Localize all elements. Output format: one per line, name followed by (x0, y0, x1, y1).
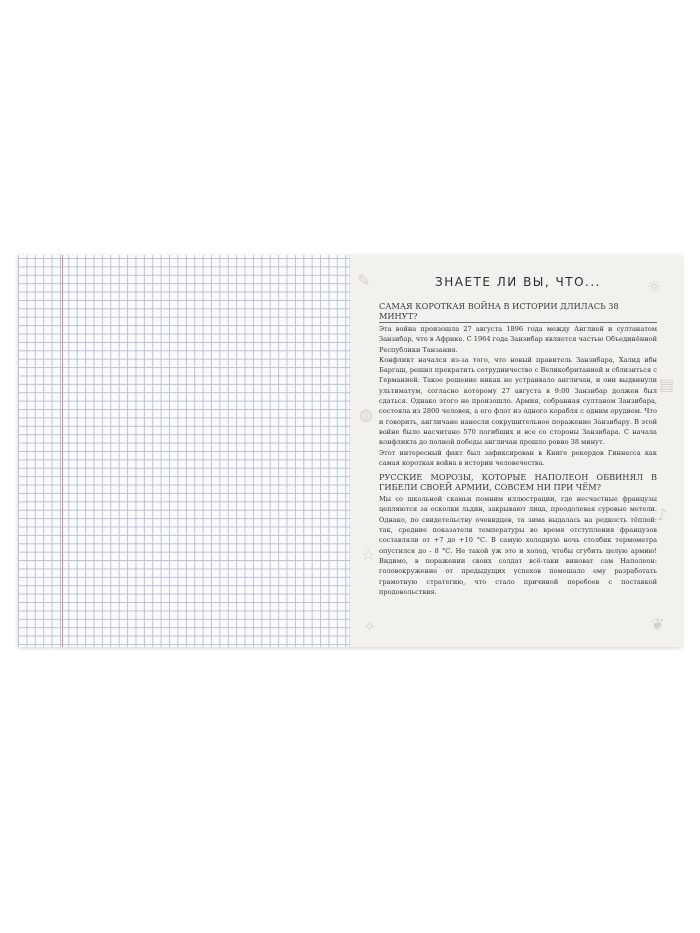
margin-line (62, 255, 63, 647)
paragraph: Эта война произошла 27 августа 1896 года между Англией и султанатом Занзибар, что в Африке. С 1964 года Занзибар является частью Объединённой Республики Танзания. (379, 325, 657, 354)
section-title: РУССКИЕ МОРОЗЫ, КОТОРЫЕ НАПОЛЕОН ОБВИНЯЛ В ГИБЕЛИ СВОЕЙ АРМИИ, СОВСЕМ НИ ПРИ ЧЁМ? (379, 472, 657, 493)
leaf-icon: ❦ (651, 615, 665, 634)
article (379, 275, 657, 597)
info-page (351, 255, 682, 647)
lightbulb-icon: ☼ (647, 277, 662, 296)
music-icon: ♪ (657, 505, 668, 524)
notebook-spread (18, 255, 682, 647)
globe-icon: ◍ (359, 405, 373, 424)
paragraph: Конфликт начался из-за того, что новый правитель Занзибара, Халид ибн Баргаш, решил прекратить сотрудничество с Великобританией и сблизиться с Германией. Такое решение никак не устраивало англичан, и они выдвинули ультиматум, согласно которому 27 августа в 9:00 Занзибар должен был сдаться. Однако этого не произошло. Армия, собранная султаном Занзибара, состояла из 2800 человек, а его флот из одного корабля с одним орудием. Что и говорить, англичане нанесли сокрушительное поражение Занзибару. В этой войне было насчитано 570 погибших и все со стороны Занзибара. С начала конфликта до полной победы англичан прошло ровно 38 минут. (379, 355, 657, 447)
grid-page (18, 255, 350, 647)
section-title: САМАЯ КОРОТКАЯ ВОЙНА В ИСТОРИИ ДЛИЛАСЬ 38 МИНУТ? (379, 301, 657, 323)
paragraph: Мы со школьной скамьи помним иллюстрации, где несчастные французы цепляются за осколки льдин, закрывают лица, преодолевая суровые метели. Однако, по свидетельству очевидцев, та зима выдалась на редкость тёплой: так, средние показатели температуры во время отступления французов составляли от +7 до +10 °С. В самую холодную ночь столбик термометра опустился до - 8 °С. Не такой уж это и холод, чтобы сгубить целую армию! Видимо, в поражении своих солдат всё-таки виноват сам Наполеон: головокружение от предыдущих успехов помешало ему разработать грамотную стратегию, что стало причиной перебоев с поставкой продовольствия. (379, 495, 657, 596)
compass-icon: ✧ (363, 617, 377, 636)
book-icon: ▤ (659, 375, 675, 394)
star-icon: ☆ (361, 545, 376, 564)
paragraph: Этот интересный факт был зафиксирован в Книге рекордов Гиннесса как самая короткая война в истории человечества. (379, 448, 657, 467)
page-heading: ЗНАЕТЕ ЛИ ВЫ, ЧТО... (435, 275, 601, 289)
pencil-icon: ✎ (357, 271, 371, 290)
